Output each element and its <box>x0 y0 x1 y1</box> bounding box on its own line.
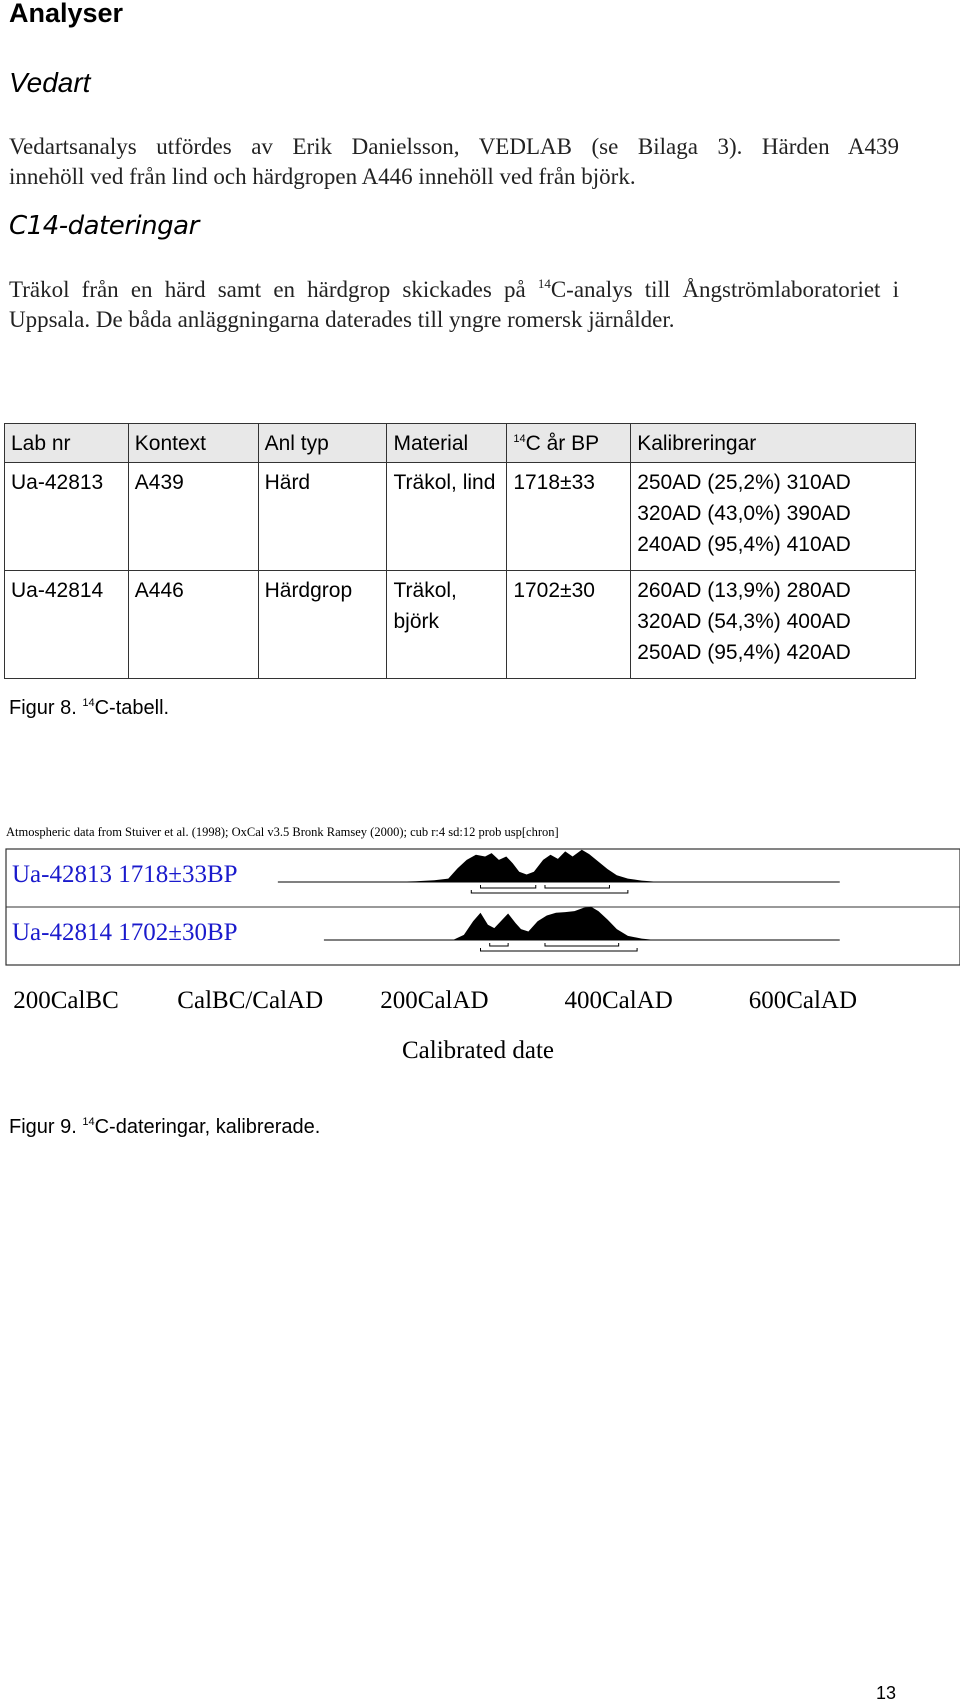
cell-kontext: A439 <box>128 463 258 571</box>
calibration-line: 320AD (43,0%) 390AD <box>637 502 851 525</box>
calibration-line: 240AD (95,4%) 410AD <box>637 533 851 556</box>
c14-paragraph-sup: 14 <box>537 276 551 291</box>
cell-anl-typ: Härd <box>258 463 387 571</box>
table-row <box>5 463 916 571</box>
vedart-paragraph-line2: innehöll ved från lind och härdgropen A446 innehöll ved från björk. <box>9 164 636 189</box>
c14-paragraph-text-a: Träkol från en härd samt en härdgrop skickades på <box>9 277 538 302</box>
page-heading: Analyser <box>9 0 124 28</box>
header-material: Material <box>387 424 507 463</box>
c14-paragraph-text-b: C-analys till Ångströmlaboratoriet i Uppsala. De båda anläggningarna daterades till yngre romersk järnålder. <box>9 277 899 332</box>
section-title-c14: C14-dateringar <box>9 211 199 241</box>
x-tick-label: 400CalAD <box>564 987 673 1014</box>
cell-material: Träkol, björk <box>387 571 507 679</box>
x-tick-label: 200CalAD <box>380 987 489 1014</box>
cell-material: Träkol, lind <box>387 463 507 571</box>
x-tick-label: CalBC/CalAD <box>177 987 324 1014</box>
figure-8-caption <box>9 694 169 722</box>
cell-calibrations <box>631 463 916 571</box>
figure-8-caption-text: C-tabell. <box>94 697 170 719</box>
calibration-line: 250AD (25,2%) 310AD <box>637 471 851 494</box>
x-axis-label: Calibrated date <box>401 1037 555 1064</box>
probability-distribution <box>365 850 660 882</box>
range-68-bracket <box>545 943 619 946</box>
calibration-line: 320AD (54,3%) 400AD <box>637 610 851 633</box>
range-95-bracket <box>481 948 638 951</box>
table-row <box>5 571 916 679</box>
cell-bp: 1702±30 <box>507 571 631 679</box>
figure-8-caption-sup: 14 <box>82 697 95 709</box>
cell-bp: 1718±33 <box>507 463 631 571</box>
figure-9-caption <box>9 1113 320 1141</box>
series-label: Ua-42814 1702±30BP <box>12 919 238 946</box>
header-c14-bp <box>507 424 631 463</box>
probability-distribution <box>453 907 656 940</box>
cell-lab-nr: Ua-42814 <box>5 571 129 679</box>
calibration-plot <box>0 818 960 1078</box>
x-tick-label: 600CalAD <box>748 987 858 1014</box>
header-kalibreringar: Kalibreringar <box>631 424 916 463</box>
c14-table <box>4 423 916 679</box>
figure-9-caption-text: C-dateringar, kalibrerade. <box>94 1116 321 1138</box>
figure-9-caption-sup: 14 <box>82 1116 95 1128</box>
range-95-bracket <box>471 890 628 893</box>
vedart-paragraph-line1: Vedartsanalys utfördes av Erik Danielsson, VEDLAB (se Bilaga 3). Härden A439 <box>9 134 899 159</box>
calibration-line: 260AD (13,9%) 280AD <box>637 579 851 602</box>
header-kontext: Kontext <box>128 424 258 463</box>
header-c14-text: C år BP <box>525 432 600 455</box>
cell-calibrations <box>631 571 916 679</box>
range-68-bracket <box>481 885 536 888</box>
range-68-bracket <box>490 943 508 946</box>
x-tick-label: 200CalBC <box>13 987 119 1014</box>
plot-title: Atmospheric data from Stuiver et al. (1998); OxCal v3.5 Bronk Ramsey (2000); cub r:4 sd:12 prob usp[chron] <box>6 825 559 839</box>
cell-kontext: A446 <box>128 571 258 679</box>
cell-anl-typ: Härdgrop <box>258 571 387 679</box>
header-c14-sup: 14 <box>513 433 526 445</box>
figure-9-caption-prefix: Figur 9. <box>9 1116 83 1138</box>
c14-paragraph <box>9 275 899 335</box>
cell-lab-nr: Ua-42813 <box>5 463 129 571</box>
header-anl-typ: Anl typ <box>258 424 387 463</box>
range-68-bracket <box>545 885 609 888</box>
figure-8-caption-prefix: Figur 8. <box>9 697 83 719</box>
series-label: Ua-42813 1718±33BP <box>12 861 238 888</box>
calibration-line: 250AD (95,4%) 420AD <box>637 641 851 664</box>
page-number: 13 <box>876 1683 897 1703</box>
table-header-row <box>5 424 916 463</box>
header-lab-nr: Lab nr <box>5 424 129 463</box>
section-title-vedart: Vedart <box>9 67 91 98</box>
